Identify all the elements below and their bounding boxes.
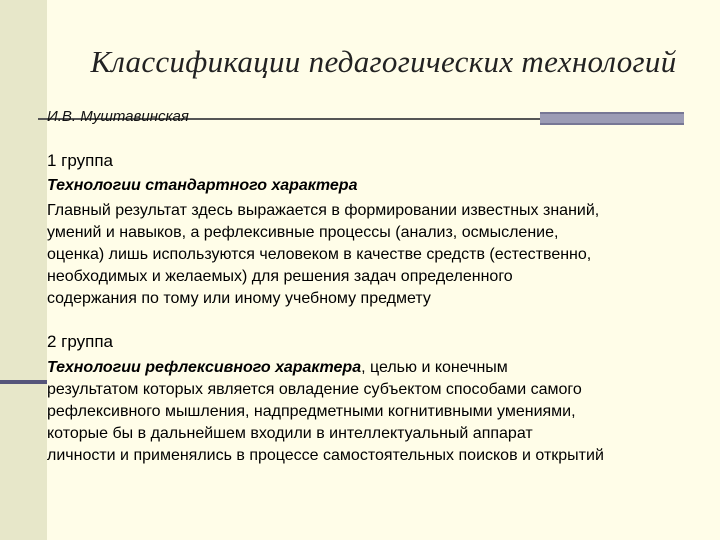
group1-body [47, 200, 687, 310]
group2-heading: 2 группа [47, 332, 114, 351]
group2-body [47, 357, 687, 467]
group2-subtitle: Технологии рефлексивного характера [47, 359, 362, 376]
group1-subtitle: Технологии стандартного характера [47, 177, 358, 194]
author-name: И.В. Муштавинская [47, 108, 189, 125]
left-decor-band [0, 0, 47, 540]
group1-heading: 1 группа [47, 151, 114, 170]
group2-lead-line [47, 357, 687, 379]
group2-line: которые бы в дальнейшем входили в интеллектуальный аппарат [47, 425, 533, 442]
group2-line: рефлексивного мышления, надпредметными когнитивными умениями, [47, 403, 576, 420]
group2-line: личности и применялись в процессе самостоятельных поисков и открытий [47, 447, 604, 464]
group1-line: умений и навыков, а рефлексивные процессы (анализ, осмысление, [47, 224, 559, 241]
title-underline-accent [540, 112, 684, 125]
group1-line: содержания по тому или иному учебному предмету [47, 290, 431, 307]
group2-lead-rest: , целью и конечным [361, 359, 508, 376]
group2-line: результатом которых является овладение субъектом способами самого [47, 381, 582, 398]
left-accent-dash [0, 380, 47, 384]
slide-title: Классификации педагогических технологий [90, 44, 677, 79]
group1-line: необходимых и желаемых) для решения задач определенного [47, 268, 513, 285]
group1-line: Главный результат здесь выражается в формировании известных знаний, [47, 202, 600, 219]
group1-line: оценка) лишь используются человеком в качестве средств (естественно, [47, 246, 592, 263]
